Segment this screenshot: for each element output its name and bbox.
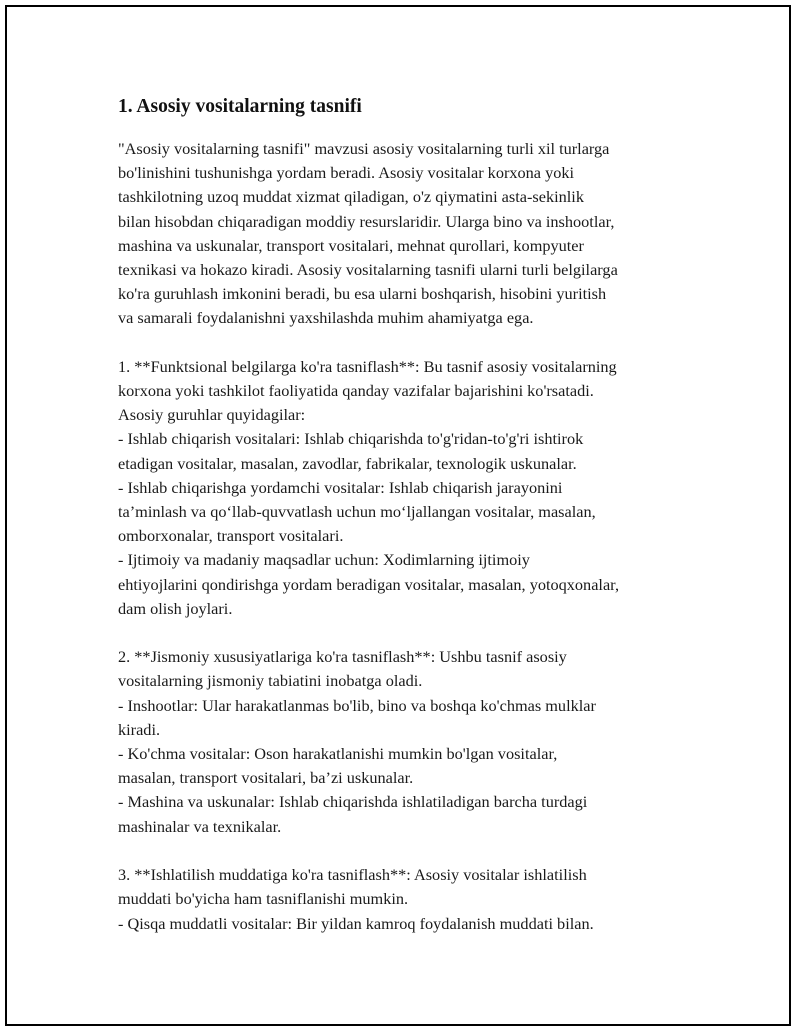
section-heading: 1. Asosiy vositalarning tasnifi: [118, 96, 362, 117]
document-body-text: "Asosiy vositalarning tasnifi" mavzusi asosiy vositalarning turli xil turlarga bo'linishini tushunishga yordam beradi. Asosiy vositalar korxona yoki tashkilotning uzoq muddat xizmat qiladigan, o'z qiymatini asta-sekinlik bilan hisobdan chiqaradigan moddiy resurslaridir. Ularga bino va inshootlar, mashina va uskunalar, transport vositalari, mehnat qurollari, kompyuter texnikasi va hokazo kiradi. Asosiy vositalarning tasnifi ularni turli belgilarga ko'ra guruhlash imkonini beradi, bu esa ularni boshqarish, hisobini yuritish va samarali foydalanishni yaxshilashda muhim ahamiyatga ega. 1. **Funktsional belgilarga ko'ra tasniflash**: Bu tasnif asosiy vositalarning korxona yoki tashkilot faoliyatida qanday vazifalar bajarishini ko'rsatadi. Asosiy guruhlar quyidagilar: - Ishlab chiqarish vositalari: Ishlab chiqarishda to'g'ridan-to'g'ri ishtirok etadigan vositalar, masalan, zavodlar, fabrikalar, texnologik uskunalar. - Ishlab chiqarishga yordamchi vositalar: Ishlab chiqarish jarayonini ta’minlash va qo‘llab-quvvatlash uchun mo‘ljallangan vositalar, masalan, omborxonalar, transport vositalari. - Ijtimoiy va madaniy maqsadlar uchun: Xodimlarning ijtimoiy ehtiyojlarini qondirishga yordam beradigan vositalar, masalan, yotoqxonalar, dam olish joylari. 2. **Jismoniy xususiyatlariga ko'ra tasniflash**: Ushbu tasnif asosiy vositalarning jismoniy tabiatini inobatga oladi. - Inshootlar: Ular harakatlanmas bo'lib, bino va boshqa ko'chmas mulklar kiradi. - Ko'chma vositalar: Oson harakatlanishi mumkin bo'lgan vositalar, masalan, transport vositalari, ba’zi uskunalar. - Mashina va uskunalar: Ishlab chiqarishda ishlatiladigan barcha turdagi mashinalar va texnikalar. 3. **Ishlatilish muddatiga ko'ra tasniflash**: Asosiy vositalar ishlatilish muddati bo'yicha ham tasniflanishi mumkin. - Qisqa muddatli vositalar: Bir yildan kamroq foydalanish muddati bilan.: [118, 139, 620, 933]
document-content: [118, 94, 688, 936]
